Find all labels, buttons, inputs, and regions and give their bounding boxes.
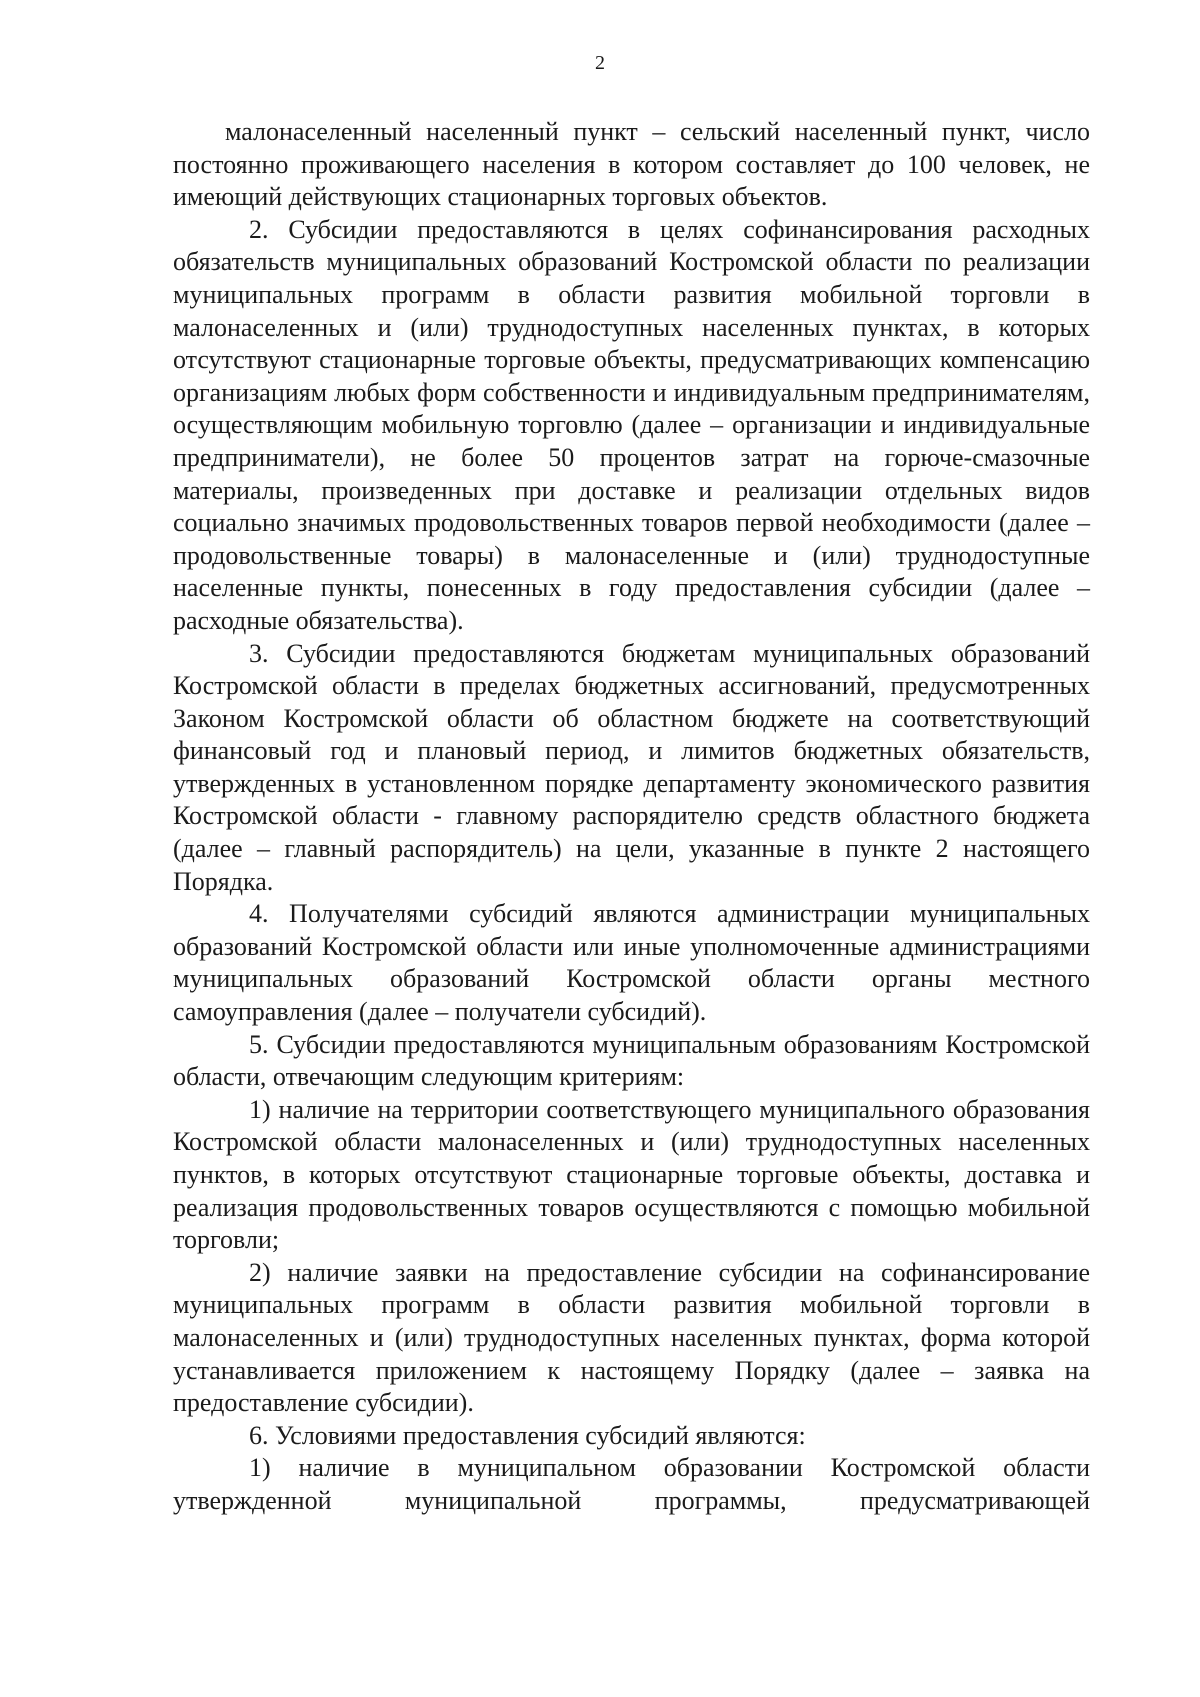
paragraph-4: 4. Получателями субсидий являются администрации муниципальных образований Костромской области или иные уполномоченные администрациями муниципальных образований Костромской области органы местного самоуправления (далее – получатели субсидий).	[173, 899, 1090, 1027]
document-body	[173, 116, 1090, 1518]
paragraph-3: 3. Субсидии предоставляются бюджетам муниципальных образований Костромской области в пределах бюджетных ассигнований, предусмотренных Законом Костромской области об областном бюджете на соответствующий финансовый год и плановый период, и лимитов бюджетных обязательств, утвержденных в установленном порядке департаменту экономического развития Костромской области - главному распорядителю средств областного бюджета (далее – главный распорядитель) на цели, указанные в пункте 2 настоящего Порядка.	[173, 638, 1090, 896]
page-number: 2	[595, 52, 605, 74]
paragraph-5-criterion-1: 1) наличие на территории соответствующего муниципального образования Костромской области малонаселенных и (или) труднодоступных населенных пунктов, в которых отсутствуют стационарные торговые объекты, доставка и реализация продовольственных товаров осуществляются с помощью мобильной торговли;	[173, 1094, 1090, 1255]
paragraph-6-condition-1: 1) наличие в муниципальном образовании Костромской области утвержденной муниципальной программы, предусматривающей	[173, 1453, 1090, 1515]
paragraph-6: 6. Условиями предоставления субсидий являются:	[249, 1420, 806, 1450]
paragraph-5: 5. Субсидии предоставляются муниципальным образованиям Костромской области, отвечающим следующим критериям:	[173, 1029, 1090, 1092]
paragraph-5-criterion-2: 2) наличие заявки на предоставление субсидии на софинансирование муниципальных программ в области развития мобильной торговли в малонаселенных и (или) труднодоступных населенных пунктах, форма которой устанавливается приложением к настоящему Порядку (далее – заявка на предоставление субсидии).	[173, 1257, 1090, 1418]
paragraph-definition: малонаселенный населенный пункт – сельский населенный пункт, число постоянно проживающего населения в котором составляет до 100 человек, не имеющий действующих стационарных торговых объектов.	[173, 117, 1090, 212]
paragraph-2: 2. Субсидии предоставляются в целях софинансирования расходных обязательств муниципальных образований Костромской области по реализации муниципальных программ в области развития мобильной торговли в малонаселенных и (или) труднодоступных населенных пунктах, в которых отсутствуют стационарные торговые объекты, предусматривающих компенсацию организациям любых форм собственности и индивидуальным предпринимателям, осуществляющим мобильную торговлю (далее – организации и индивидуальные предприниматели), не более 50 процентов затрат на горюче-смазочные материалы, произведенных при доставке и реализации отдельных видов социально значимых продовольственных товаров первой необходимости (далее – продовольственные товары) в малонаселенные и (или) труднодоступные населенные пункты, понесенных в году предоставления субсидии (далее – расходные обязательства).	[173, 214, 1090, 635]
